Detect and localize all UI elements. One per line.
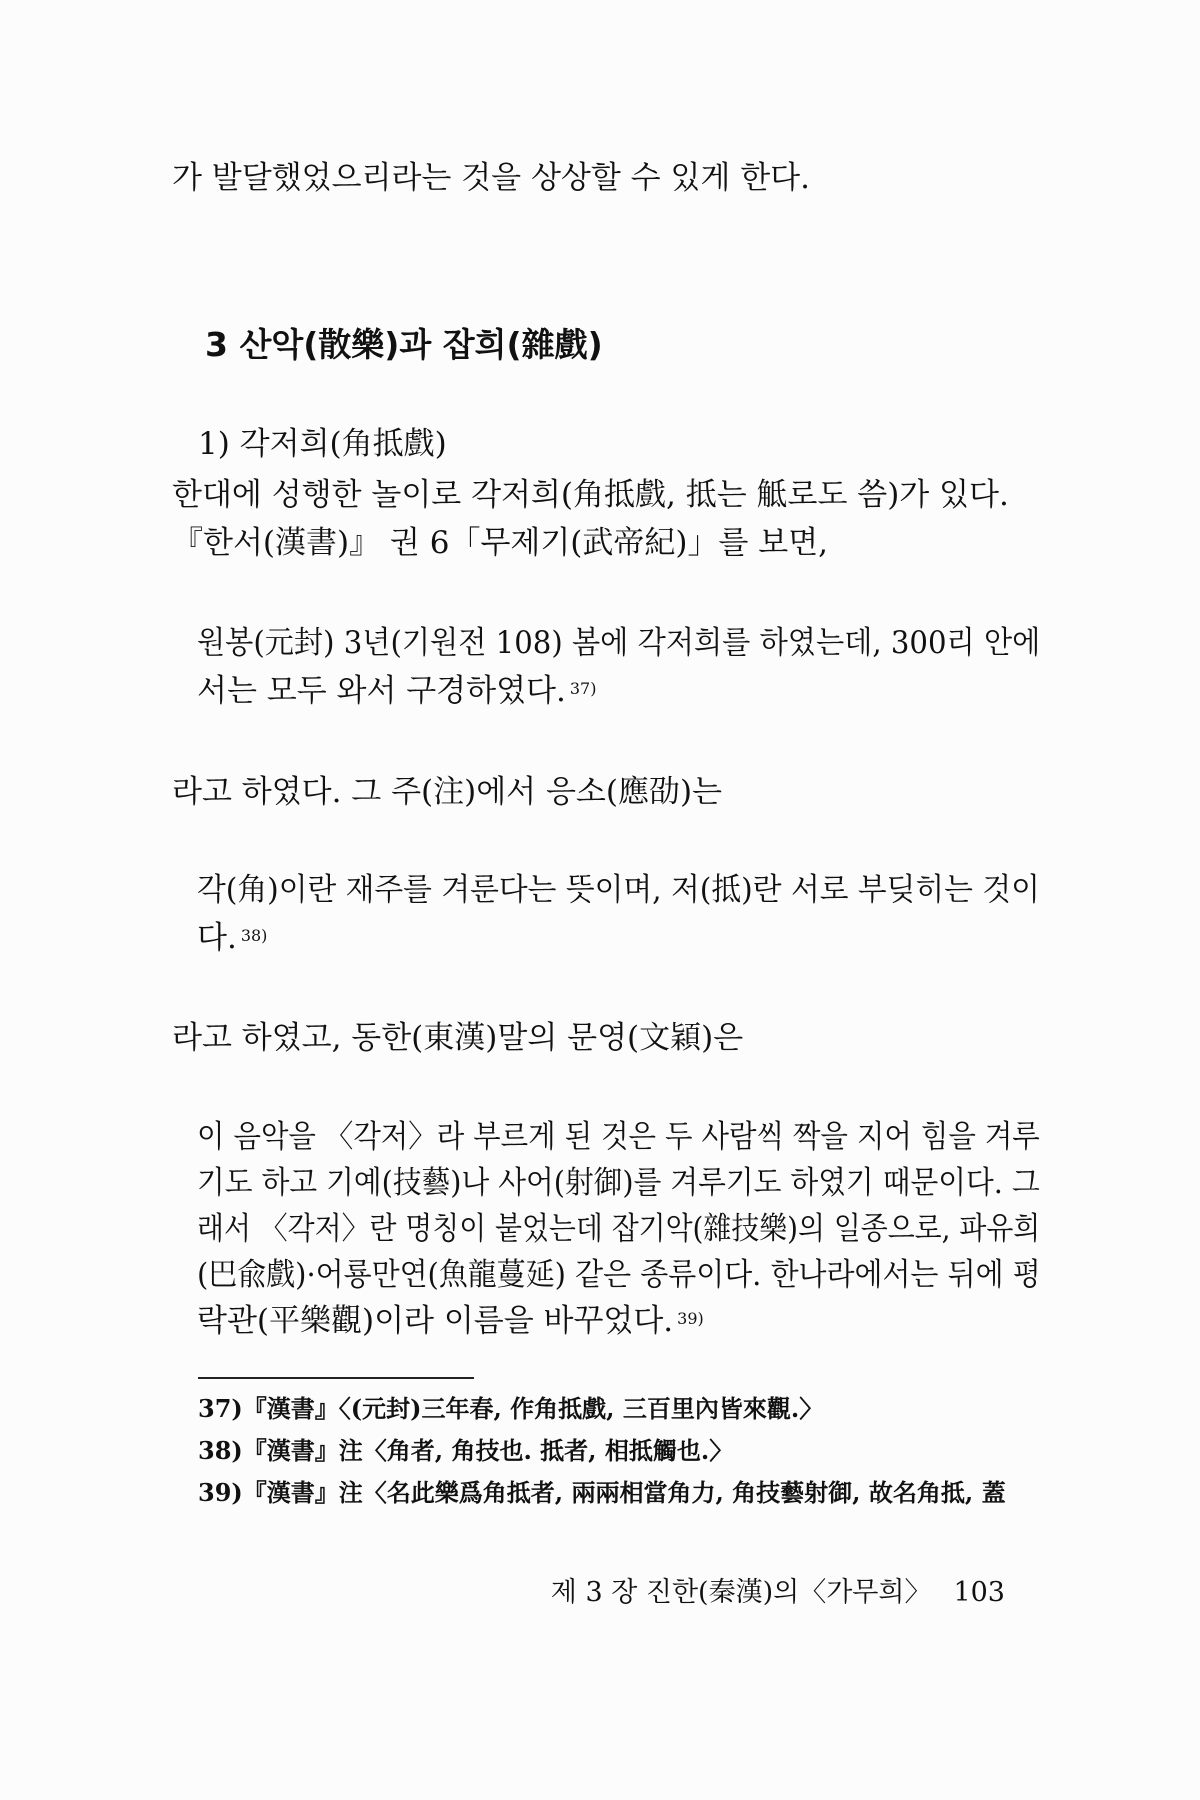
footnote-38: 38)『漢書』注〈角者, 角技也. 抵者, 相抵觸也.〉 xyxy=(198,1436,734,1465)
footnote-37: 37)『漢書』〈(元封)三年春, 作角抵戲, 三百里內皆來觀.〉 xyxy=(198,1394,824,1423)
paragraph-3: 라고 하였고, 동한(東漢)말의 문영(文穎)은 xyxy=(172,1020,744,1056)
quote-1-text: 서는 모두 와서 구경하였다. xyxy=(197,673,566,709)
paragraph-1-line-2: 『한서(漢書)』 권 6「무제기(武帝紀)」를 보면, xyxy=(172,525,829,561)
footnote-ref-39: 39) xyxy=(677,1309,704,1328)
section-heading: 3 산악(散樂)과 잡희(雜戲) xyxy=(205,325,603,364)
quote-3-line-1: 이 음악을 〈각저〉라 부르게 된 것은 두 사람씩 짝을 지어 힘을 겨루 xyxy=(197,1119,1040,1155)
quote-2-line-2 xyxy=(197,918,1017,958)
intro-text-end: 가 발달했었으리라는 것을 상상할 수 있게 한다. xyxy=(172,160,810,196)
page-number: 103 xyxy=(953,1577,1005,1608)
quote-3-line-5 xyxy=(197,1301,1017,1341)
quote-3-line-4: (巴兪戲)·어룡만연(魚龍蔓延) 같은 종류이다. 한나라에서는 뒤에 평 xyxy=(197,1257,1041,1293)
paragraph-2: 라고 하였다. 그 주(注)에서 응소(應劭)는 xyxy=(172,774,722,810)
quote-3-text: 락관(平樂觀)이라 이름을 바꾸었다. xyxy=(197,1303,674,1339)
footnote-ref-37: 37) xyxy=(569,679,597,698)
running-footer xyxy=(551,1575,1005,1611)
quote-3-line-2: 기도 하고 기예(技藝)나 사어(射御)를 겨루기도 하였기 때문이다. 그 xyxy=(197,1165,1040,1201)
quote-1-line-1: 원봉(元封) 3년(기원전 108) 봄에 각저희를 하였는데, 300리 안에 xyxy=(197,625,1041,661)
quote-3-line-3: 래서 〈각저〉란 명칭이 붙었는데 잡기악(雜技樂)의 일종으로, 파유희 xyxy=(197,1211,1041,1247)
quote-1-line-2 xyxy=(197,671,1017,711)
footnote-ref-38: 38) xyxy=(240,926,268,945)
footnote-divider xyxy=(198,1377,474,1379)
footnote-39: 39)『漢書』注〈名此樂爲角抵者, 兩兩相當角力, 角技藝射御, 故名角抵, 蓋 xyxy=(198,1478,1006,1507)
subsection-heading: 1) 각저희(角抵戲) xyxy=(198,426,447,462)
quote-2-line-1: 각(角)이란 재주를 겨룬다는 뜻이며, 저(抵)란 서로 부딪히는 것이 xyxy=(197,872,1040,908)
chapter-title: 제 3 장 진한(秦漢)의〈가무희〉 xyxy=(550,1577,932,1608)
quote-2-text: 다. xyxy=(197,920,237,956)
paragraph-1-line-1: 한대에 성행한 놀이로 각저희(角抵戲, 抵는 觝로도 씀)가 있다. xyxy=(172,477,1009,513)
